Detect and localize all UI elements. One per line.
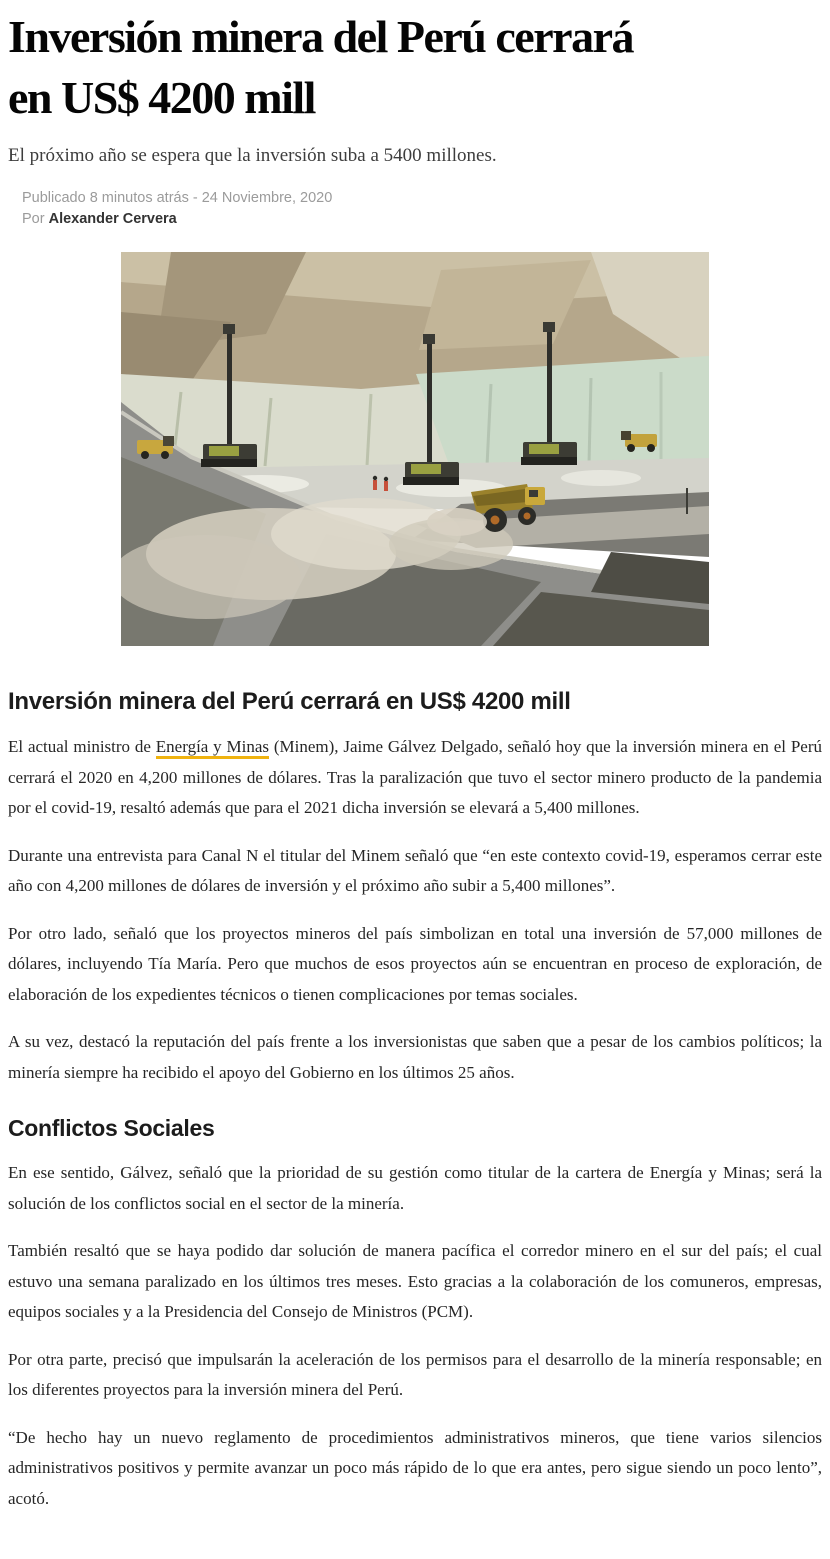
paragraph-8: “De hecho hay un nuevo reglamento de procedimientos administrativos mineros, que tiene varios silencios administrativos positivos y permite avanzar un poco más rápido de lo que era antes, pero sigue siendo un poco lento”, acotó. bbox=[8, 1427, 822, 1508]
paragraph-4: A su vez, destacó la reputación del país frente a los inversionistas que saben que a pesar de los cambios políticos; la minería siempre ha recibido el apoyo del Gobierno en los últimos 25 años. bbox=[8, 1032, 822, 1082]
article-subtitle: El próximo año se espera que la inversión suba a 5400 millones. bbox=[8, 145, 497, 166]
article-photo bbox=[121, 252, 709, 646]
page-title bbox=[8, 6, 822, 128]
section-heading-conflictos: Conflictos Sociales bbox=[8, 1115, 215, 1141]
byline bbox=[22, 209, 822, 230]
author-name[interactable]: Alexander Cervera bbox=[48, 211, 177, 227]
byline-prefix: Por bbox=[22, 211, 49, 227]
section-heading-main: Inversión minera del Perú cerrará en US$ 4200 mill bbox=[8, 688, 571, 715]
page-title-line-2: en US$ 4200 mill bbox=[8, 72, 315, 123]
paragraph-6: También resaltó que se haya podido dar solución de manera pacífica el corredor minero en el sur del país; el cual estuvo una semana paralizado en los últimos tres meses. Esto gracias a la colaboración de los comuneros, empresas, equipos sociales y a la Presidencia del Consejo de Ministros (PCM). bbox=[8, 1241, 822, 1321]
paragraph-1-after: (Minem), Jaime Gálvez Delgado, señaló hoy que la inversión minera en el Perú cerrará el 2020 en 4,200 millones de dólares. Tras la paralización que tuvo el sector minero producto de la pandemia por el covid-19, resaltó además que para el 2021 dicha inversión se elevará a 5,400 millones. bbox=[8, 737, 822, 817]
paragraph-3: Por otro lado, señaló que los proyectos mineros del país simbolizan en total una inversión de 57,000 millones de dólares, incluyendo Tía María. Pero que muchos de esos proyectos aún se encuentran en proceso de exploración, de elaboración de los expedientes técnicos o tienen complicaciones por temas sociales. bbox=[8, 923, 822, 1004]
article-meta bbox=[22, 188, 822, 230]
paragraph-2: Durante una entrevista para Canal N el titular del Minem señaló que “en este contexto covid-19, esperamos cerrar este año con 4,200 millones de dólares de inversión y el próximo año subir a 5,400 millones”. bbox=[8, 845, 822, 895]
paragraph-1 bbox=[8, 732, 822, 824]
open-pit-mine-illustration bbox=[121, 252, 709, 646]
page-title-line-1: Inversión minera del Perú cerrará bbox=[8, 11, 633, 62]
paragraph-1-before: El actual ministro de bbox=[8, 737, 156, 756]
published-timestamp: Publicado 8 minutos atrás - 24 Noviembre, 2020 bbox=[22, 190, 333, 206]
energia-y-minas-link[interactable]: Energía y Minas bbox=[156, 737, 269, 759]
paragraph-7: Por otra parte, precisó que impulsarán la aceleración de los permisos para el desarrollo de la minería responsable; en los diferentes proyectos para la inversión minera del Perú. bbox=[8, 1349, 822, 1399]
paragraph-5: En ese sentido, Gálvez, señaló que la prioridad de su gestión como titular de la cartera de Energía y Minas; será la solución de los conflictos social en el sector de la minería. bbox=[8, 1163, 822, 1213]
